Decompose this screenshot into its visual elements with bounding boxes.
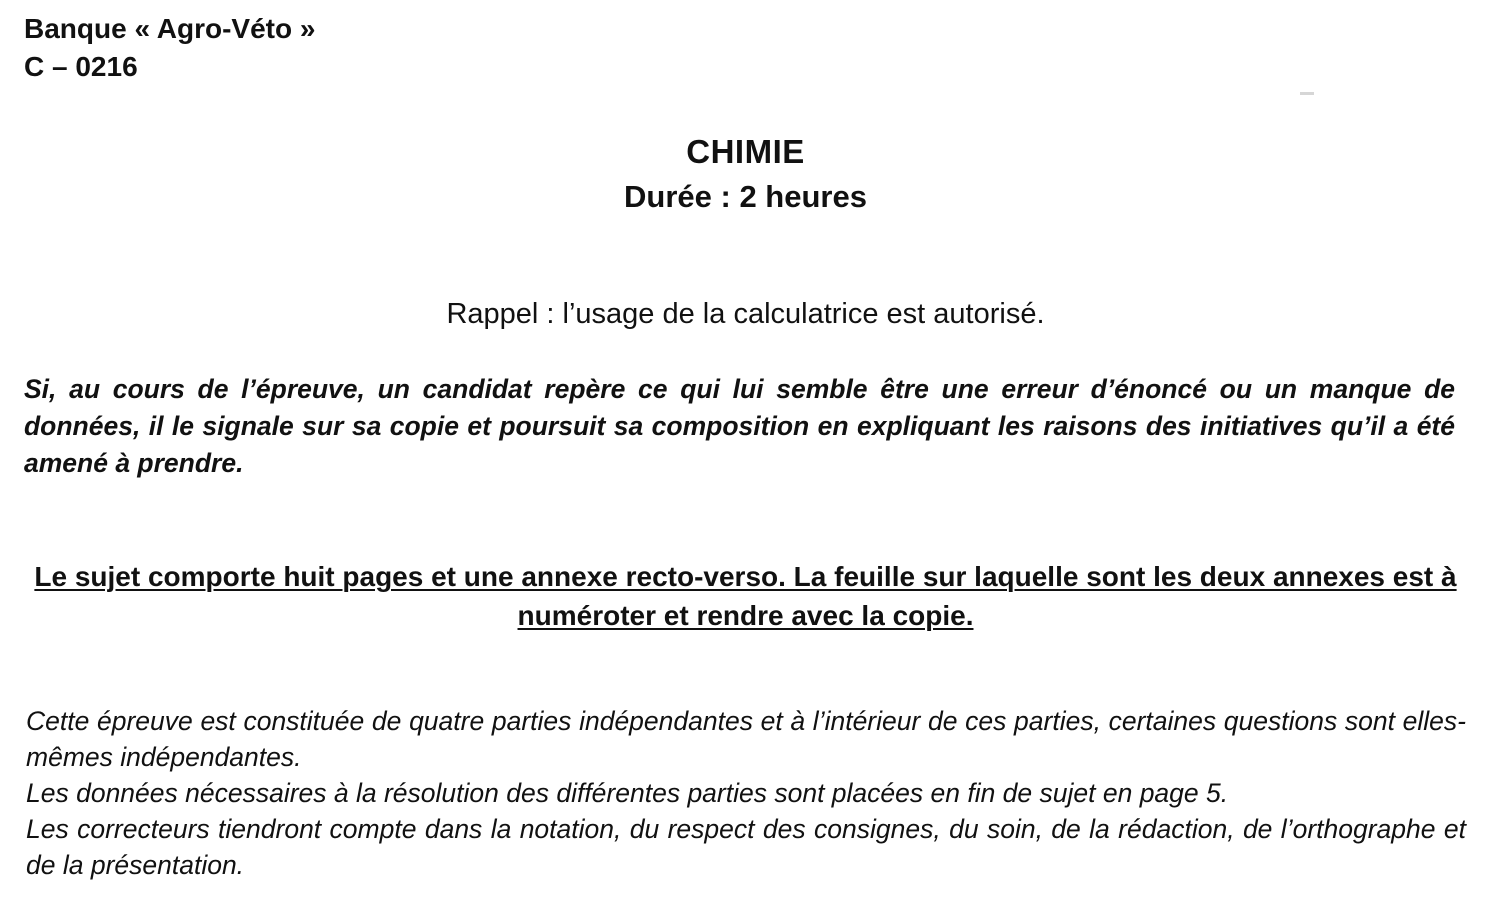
page-count-notice xyxy=(30,557,1461,635)
exam-duration: Durée : 2 heures xyxy=(624,179,867,214)
instruction-parts: Cette épreuve est constituée de quatre parties indépendantes et à l’intérieur de ces parties, certaines questions sont elles-mêmes indépendantes. xyxy=(26,706,1466,772)
instructions-block xyxy=(26,703,1466,883)
calculator-reminder: Rappel : l’usage de la calculatrice est autorisé. xyxy=(446,298,1045,330)
page-count-notice-text: Le sujet comporte huit pages et une annexe recto-verso. La feuille sur laquelle sont les deux annexes est à numéroter et rendre avec la copie. xyxy=(34,561,1457,631)
instruction-grading: Les correcteurs tiendront compte dans la notation, du respect des consignes, du soin, de la rédaction, de l’orthographe et de la présentation. xyxy=(26,814,1466,880)
exam-title: CHIMIE xyxy=(686,133,805,170)
instruction-data-location: Les données nécessaires à la résolution des différentes parties sont placées en fin de sujet en page 5. xyxy=(26,778,1229,808)
header-exam-code: C – 0216 xyxy=(24,51,138,82)
error-warning-paragraph: Si, au cours de l’épreuve, un candidat repère ce qui lui semble être une erreur d’énoncé ou un manque de données, il le signale sur sa copie et poursuit sa composition en expliquant les raisons des initiatives qu’il a été amené à prendre. xyxy=(24,374,1455,478)
header-bank-name: Banque « Agro-Véto » xyxy=(24,13,316,44)
scan-speck xyxy=(1300,92,1314,95)
